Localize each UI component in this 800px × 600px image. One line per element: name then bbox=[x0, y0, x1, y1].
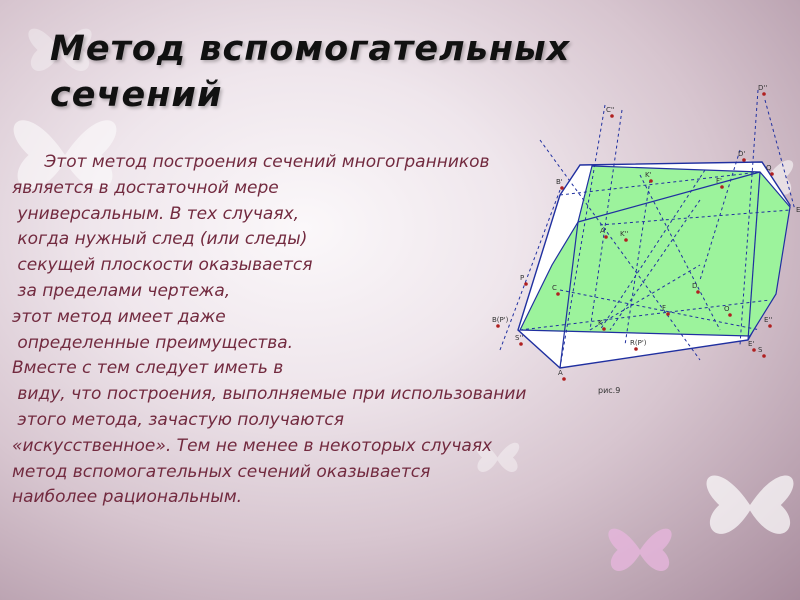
figure-point bbox=[768, 324, 772, 328]
figure-point-label: D bbox=[692, 282, 698, 290]
figure-point-label: O bbox=[724, 305, 730, 313]
figure-point-label: E'' bbox=[764, 316, 773, 324]
figure-point-label: D'' bbox=[758, 84, 768, 92]
figure-prism-body bbox=[518, 162, 790, 368]
paragraph-line: является в достаточной мере bbox=[12, 177, 279, 198]
polyhedron-section-figure bbox=[480, 78, 800, 408]
butterfly-decoration-icon bbox=[695, 450, 800, 560]
paragraph-line: метод вспомогательных сечений оказывается bbox=[12, 461, 431, 482]
figure-point bbox=[742, 158, 746, 162]
figure-point bbox=[762, 354, 766, 358]
figure-point bbox=[562, 377, 566, 381]
figure-point bbox=[634, 347, 638, 351]
figure-point-label: K bbox=[598, 319, 603, 327]
figure-point-label: E' bbox=[748, 340, 755, 348]
figure-point bbox=[770, 172, 774, 176]
figure-point-label: F' bbox=[716, 177, 722, 185]
figure-point bbox=[556, 292, 560, 296]
figure-point-label: S'' bbox=[515, 334, 524, 342]
figure-point-label: E bbox=[796, 206, 800, 214]
figure-point-label: K'' bbox=[620, 230, 629, 238]
figure-point-label: A' bbox=[600, 227, 607, 235]
figure-point-label: S bbox=[758, 346, 763, 354]
figure-point-label: K' bbox=[645, 171, 652, 179]
body-paragraph bbox=[12, 150, 526, 511]
figure-point-label: F bbox=[662, 304, 667, 312]
figure-point-label: C bbox=[552, 284, 557, 292]
figure-point bbox=[696, 290, 700, 294]
figure-point-label: P bbox=[520, 274, 525, 282]
figure-point bbox=[762, 92, 766, 96]
figure-point bbox=[666, 312, 670, 316]
figure-point bbox=[560, 186, 564, 190]
figure-point-label: R(P') bbox=[630, 339, 647, 347]
figure-point bbox=[752, 348, 756, 352]
paragraph-line: «искусственное». Тем не менее в некоторых случаях bbox=[12, 435, 493, 456]
figure-point-label: C'' bbox=[606, 106, 615, 114]
paragraph-line: наиболее рациональным. bbox=[12, 487, 243, 508]
paragraph-line: универсальным. В тех случаях, bbox=[12, 203, 300, 224]
figure-caption: рис.9 bbox=[598, 386, 621, 395]
paragraph-line: виду, что построения, выполняемые при использовании bbox=[12, 384, 527, 405]
paragraph-line: Этот метод построения сечений многогранников bbox=[12, 152, 490, 172]
paragraph-line: этот метод имеет даже bbox=[12, 306, 226, 327]
paragraph-line: за пределами чертежа, bbox=[12, 280, 231, 301]
figure-point bbox=[602, 327, 606, 331]
slide-title-line1: Метод вспомогательных bbox=[50, 29, 571, 69]
figure-point bbox=[649, 179, 653, 183]
butterfly-decoration-icon bbox=[600, 510, 680, 590]
paragraph-line: определенные преимущества. bbox=[12, 332, 294, 353]
figure-point bbox=[728, 313, 732, 317]
figure-point-label: Q bbox=[766, 164, 772, 172]
paragraph-line: Вместе с тем следует иметь в bbox=[12, 358, 284, 379]
slide-title-line2: сечений bbox=[50, 75, 223, 115]
figure-point-label: B' bbox=[556, 178, 563, 186]
figure-point bbox=[624, 238, 628, 242]
figure-point bbox=[604, 235, 608, 239]
figure-point bbox=[720, 185, 724, 189]
paragraph-line: этого метода, зачастую получаются bbox=[12, 409, 344, 430]
paragraph-line: секущей плоскости оказывается bbox=[12, 255, 313, 276]
figure-point-label: D' bbox=[738, 150, 746, 158]
figure-point-label: B(P') bbox=[492, 316, 509, 324]
paragraph-line: когда нужный след (или следы) bbox=[12, 229, 308, 250]
figure-point bbox=[610, 114, 614, 118]
figure-point-label: A bbox=[558, 369, 563, 377]
